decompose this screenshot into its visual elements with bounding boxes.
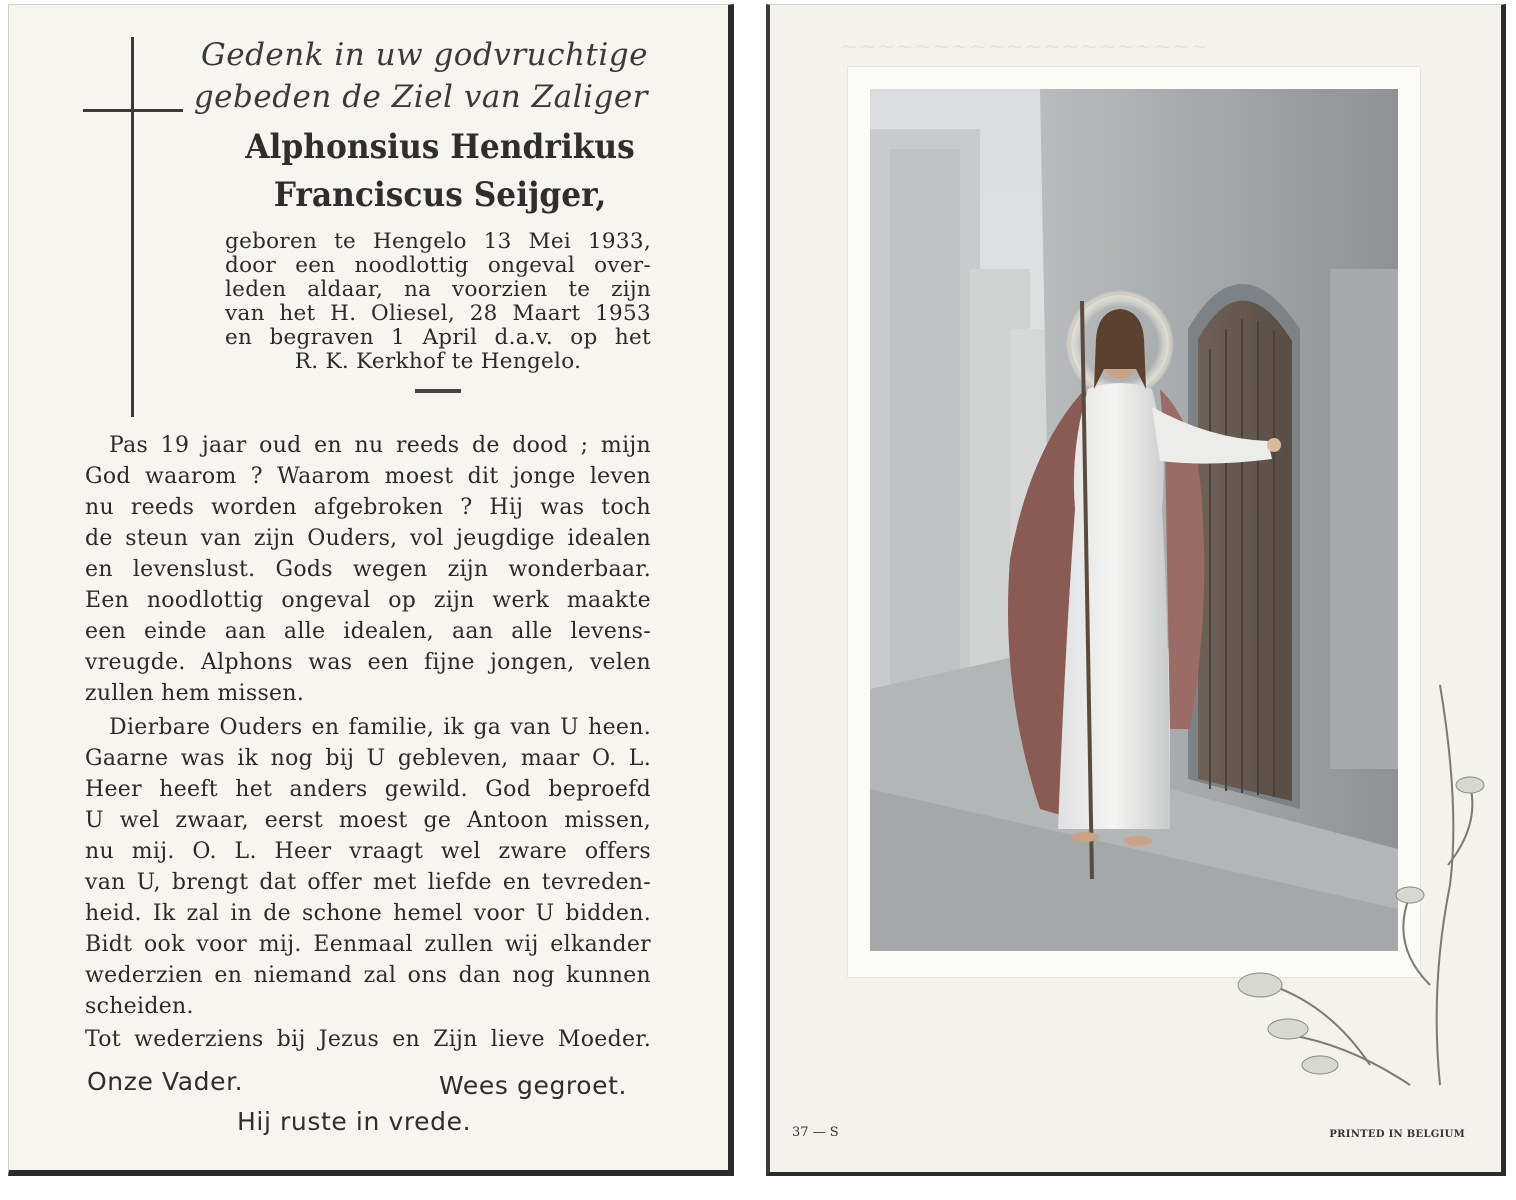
body-line: Tot wederziens bij Jezus en Zijn lieve Moeder. [85, 1027, 651, 1052]
body-line: scheiden. [85, 994, 194, 1019]
cross-bar [83, 109, 183, 112]
printer-mark: PRINTED IN BELGIUM [1329, 1129, 1465, 1140]
body-line: vreugde. Alphons was een fijne jongen, velen [85, 650, 651, 675]
info-line: geboren te Hengelo 13 Mei 1933, [225, 229, 651, 254]
deceased-name-line-2: Franciscus Seijger, [273, 175, 607, 215]
body-line: U wel zwaar, eerst moest ge Antoon missen, [85, 808, 651, 833]
body-line: Pas 19 jaar oud en nu reeds de dood ; mijn [109, 433, 651, 458]
intro-line-1: Gedenk in uw godvruchtige [200, 37, 648, 73]
catalog-number: 37 — S [792, 1125, 839, 1140]
cross-icon [131, 37, 134, 417]
body-line: God waarom ? Waarom moest dit jonge leven [85, 464, 651, 489]
info-line: van het H. Oliesel, 28 Maart 1953 [225, 301, 651, 326]
body-line: en levenslust. Gods wegen zijn wonderbaar. [85, 557, 651, 582]
lily-flowers-decoration [1110, 565, 1490, 1105]
body-line: wederzien en niemand zal ons dan nog kunnen [85, 963, 651, 988]
body-line: de steun van zijn Ouders, vol jeugdige idealen [85, 526, 651, 551]
bleed-through-text: ~~~~~~~~~~~~~~~~~~~~ [840, 35, 1209, 60]
body-line: nu reeds worden afgebroken ? Hij was toch [85, 495, 651, 520]
body-line: nu mij. O. L. Heer vraagt wel zware offers [85, 839, 651, 864]
body-line: Een noodlottig ongeval op zijn werk maakte [85, 588, 651, 613]
intro-line-2: gebeden de Ziel van Zaliger [193, 79, 648, 115]
memorial-card-text-side [8, 4, 734, 1176]
body-line: Bidt ook voor mij. Eenmaal zullen wij elkander [85, 932, 651, 957]
info-line: R. K. Kerkhof te Hengelo. [294, 349, 582, 374]
body-line: Dierbare Ouders en familie, ik ga van U heen. [109, 715, 651, 740]
body-line: Gaarne was ik nog bij U gebleven, maar O. L. [85, 746, 651, 771]
body-line: Heer heeft het anders gewild. God beproefd [85, 777, 651, 802]
info-line: door een noodlottig ongeval over- [225, 253, 651, 278]
body-line: heid. Ik zal in de schone hemel voor U bidden. [85, 901, 651, 926]
deceased-name-line-1: Alphonsius Hendrikus [245, 127, 635, 167]
body-line: van U, brengt dat offer met liefde en tevreden- [85, 870, 651, 895]
memorial-card-image-side [766, 4, 1506, 1176]
info-line: leden aldaar, na voorzien te zijn [225, 277, 651, 302]
divider [415, 389, 461, 393]
prayer-our-father: Onze Vader. [87, 1067, 244, 1096]
prayer-hail-mary: Wees gegroet. [439, 1071, 628, 1100]
info-line: en begraven 1 April d.a.v. op het [225, 325, 651, 350]
rest-in-peace: Hij ruste in vrede. [237, 1107, 472, 1136]
body-line: zullen hem missen. [85, 681, 305, 706]
body-line: een einde aan alle idealen, aan alle levens- [85, 619, 651, 644]
